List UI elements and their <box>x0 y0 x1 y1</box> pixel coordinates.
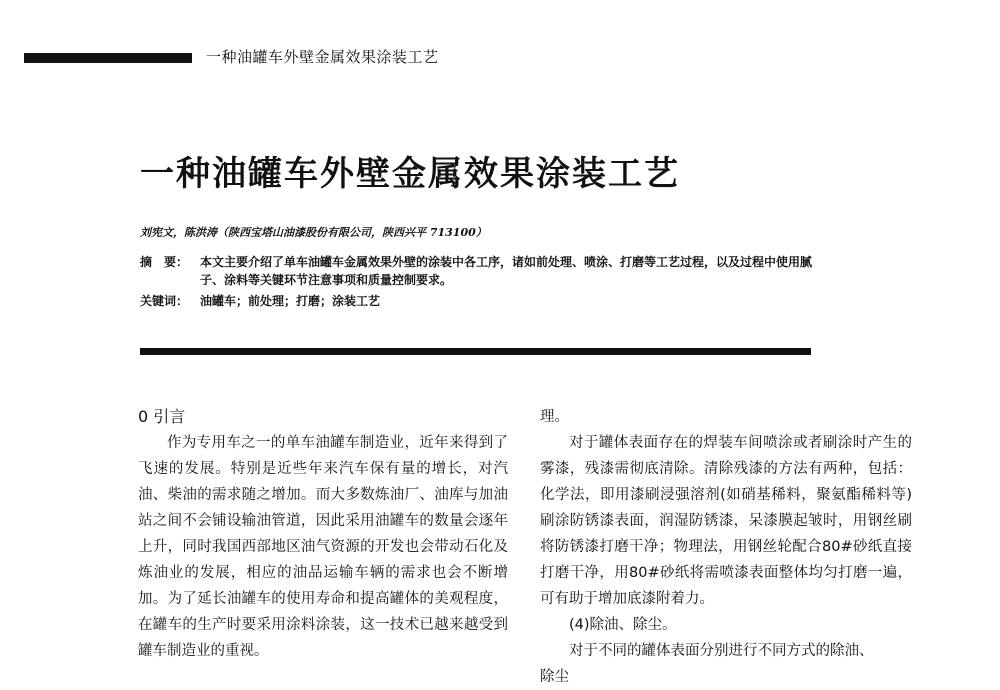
header-rule <box>140 348 811 355</box>
article-title: 一种油罐车外壁金属效果涂装工艺 <box>140 154 680 194</box>
abstract <box>140 253 830 289</box>
author-affiliation: 刘宪文，陈洪涛（陕西宝塔山油漆股份有限公司，陕西兴平 713100） <box>140 226 487 239</box>
right-column <box>540 404 912 690</box>
running-head <box>0 44 1000 72</box>
running-head-bar <box>24 53 192 63</box>
keywords-label: 关键词： <box>140 294 189 308</box>
list-item-degrease: (4)除油、除尘。 <box>569 617 677 633</box>
residue-removal-paragraph: 对于罐体表面存在的焊装车间喷涂或者刷涂时产生的雾漆，残漆需彻底清除。清除残漆的方法有两种，包括：化学法，即用漆刷浸强溶剂(如硝基稀料，聚氨酯稀料等)刷涂防锈漆表面，润湿防锈漆，呆漆膜起皱时，用钢丝刷将防锈漆打磨干净；物理法，用钢丝轮配合80#砂纸直接打磨干净，用80#砂纸将需喷漆表面整体均匀打磨一遍，可有助于增加底漆附着力。 <box>540 435 912 607</box>
degrease-paragraph: 对于不同的罐体表面分别进行不同方式的除油、 <box>569 643 874 659</box>
abstract-text: 本文主要介绍了单车油罐车金属效果外壁的涂装中各工序，诸如前处理、喷涂、打磨等工艺过程，以及过程中使用腻子、涂料等关键环节注意事项和质量控制要求。 <box>200 255 813 287</box>
keywords-text: 油罐车；前处理；打磨；涂装工艺 <box>200 294 381 308</box>
left-column <box>138 404 508 664</box>
running-head-title: 一种油罐车外壁金属效果涂装工艺 <box>206 48 439 66</box>
abstract-label: 摘 要： <box>140 255 189 269</box>
intro-paragraph: 作为专用车之一的单车油罐车制造业，近年来得到了飞速的发展。特别是近些年来汽车保有量的增长，对汽油、柴油的需求随之增加。而大多数炼油厂、油库与加油站之间不会铺设输油管道，因此采用油罐车的数量会逐年上升，同时我国西部地区油气资源的开发也会带动石化及炼油业的发展，相应的油品运输车辆的需求也会不断增加。为了延长油罐车的使用寿命和提高罐体的美观程度，在罐车的生产时要采用涂料涂装，这一技术已越来越受到罐车制造业的重视。 <box>138 435 508 659</box>
section-heading-introduction: 0 引言 <box>138 407 186 426</box>
continued-line: 理。 <box>540 409 569 425</box>
keywords <box>140 292 830 309</box>
cut-off-line: 除尘 <box>540 669 569 685</box>
